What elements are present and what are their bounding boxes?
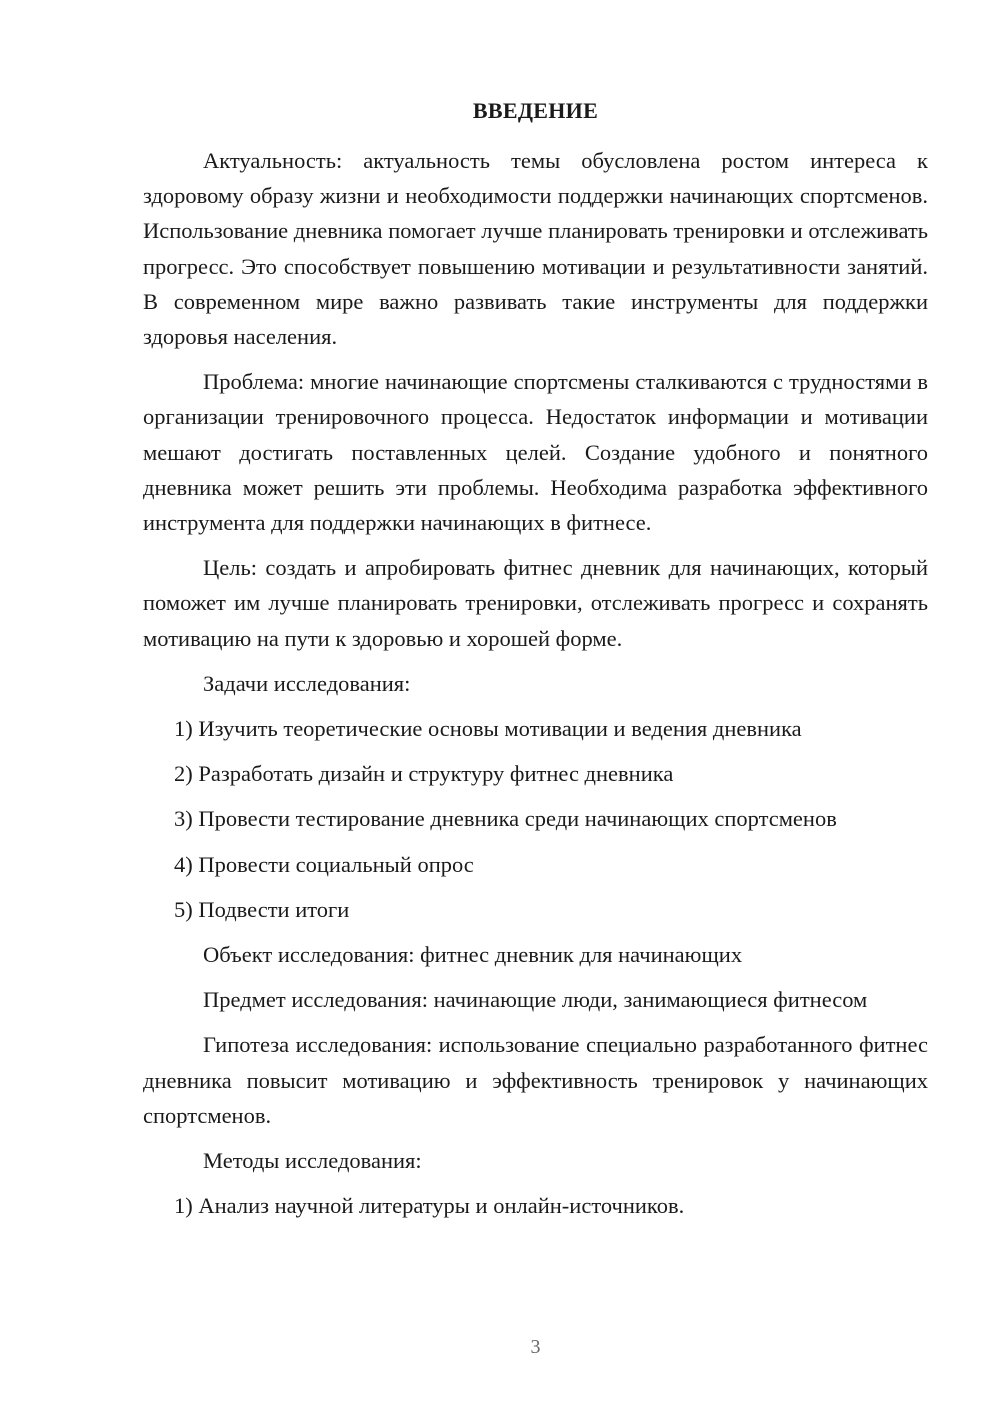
object-paragraph: Объект исследования: фитнес дневник для начинающих <box>203 942 743 968</box>
document-body <box>143 143 928 1233</box>
relevance-paragraph: Актуальность: актуальность темы обусловлена ростом интереса к здоровому образу жизни и необходимости поддержки начинающих спортсменов. Использование дневника помогает лучше планировать тренировки и отслеживать прогресс. Это способствует повышению мотивации и результативности занятий. В современном мире важно развивать такие инструменты для поддержки здоровья населения. <box>143 148 928 350</box>
goal-paragraph: Цель: создать и апробировать фитнес дневник для начинающих, который поможет им лучше планировать тренировки, отслеживать прогресс и сохранять мотивацию на пути к здоровью и хорошей форме. <box>143 555 928 651</box>
list-item: 2) Разработать дизайн и структуру фитнес дневника <box>174 761 674 787</box>
page-title: ВВЕДЕНИЕ <box>472 98 599 123</box>
list-item: 4) Провести социальный опрос <box>174 851 474 877</box>
tasks-heading: Задачи исследования: <box>203 670 411 696</box>
tasks-list <box>143 711 928 927</box>
list-item: 5) Подвести итоги <box>174 896 350 922</box>
methods-list <box>143 1188 928 1223</box>
subject-paragraph: Предмет исследования: начинающие люди, занимающиеся фитнесом <box>203 987 868 1013</box>
list-item: 1) Изучить теоретические основы мотивации и ведения дневника <box>174 716 802 742</box>
methods-heading: Методы исследования: <box>203 1148 422 1174</box>
problem-paragraph: Проблема: многие начинающие спортсмены сталкиваются с трудностями в организации тренировочного процесса. Недостаток информации и мотивации мешают достигать поставленных целей. Создание удобного и понятного дневника может решить эти проблемы. Необходима разработка эффективного инструмента для поддержки начинающих в фитнесе. <box>143 369 928 536</box>
list-item: 1) Анализ научной литературы и онлайн-источников. <box>174 1193 685 1219</box>
hypothesis-paragraph: Гипотеза исследования: использование специально разработанного фитнес дневника повысит мотивацию и эффективность тренировок у начинающих спортсменов. <box>143 1032 928 1128</box>
list-item: 3) Провести тестирование дневника среди начинающих спортсменов <box>174 806 837 832</box>
page-number: 3 <box>530 1336 541 1358</box>
